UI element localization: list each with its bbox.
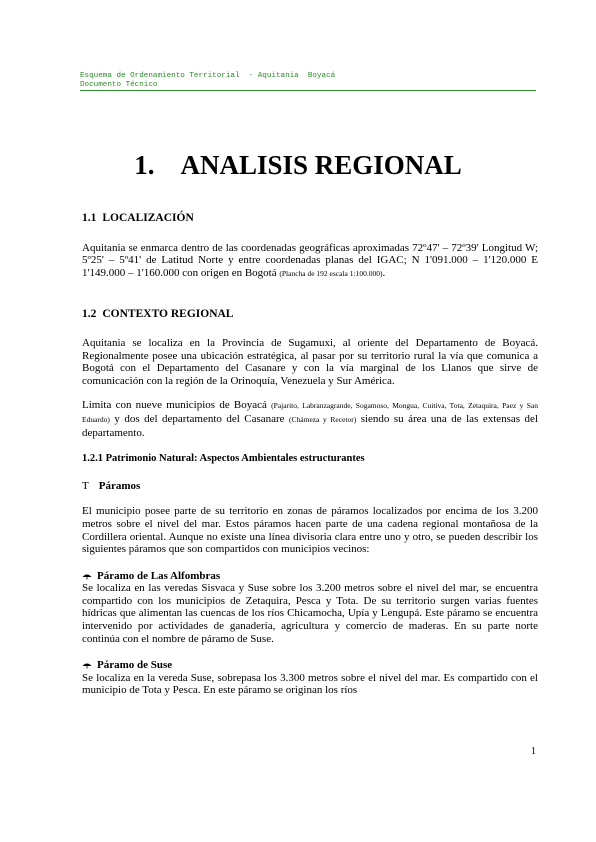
localizacion-paragraph: [82, 242, 538, 281]
paramo-description: Se localiza en la vereda Suse, sobrepasa los 3.300 metros sobre el nivel del mar. Es compartido con el municipio de Tota y Pesca. En este páramo se originan los ríos: [82, 671, 538, 697]
section-number: 1.2: [82, 308, 97, 321]
paramo-item-heading: [82, 659, 538, 672]
paramo-description: Se localiza en las veredas Sisvaca y Suse sobre los 3.200 metros sobre el nivel del mar, se encuentra compartido con los municipios de Zetaquira, Pesca y Tota. De su territorio surgen varias fuentes hídricas que alimentan las cuencas de los ríos Chicamocha, Upía y Lengupá. Este páramo se encuentra intervenido por actividades de ganadería, agricultura y comercio de maderas. En su parte norte continúa con el nombre de páramo de Suse.: [82, 582, 538, 645]
section-heading-localizacion: [82, 212, 538, 225]
header-subtitle: Documento Técnico: [80, 81, 158, 89]
header-title: Esquema de Ordenamiento Territorial - Aquitania Boyacá: [80, 72, 336, 80]
limits-text: Limita con nueve municipios de Boyacá: [82, 399, 272, 412]
paramo-title: Páramo de Suse: [97, 659, 173, 672]
chapter-heading: [0, 150, 596, 181]
umbrella-icon: [82, 573, 92, 580]
limits-text-3: siendo su área una de las extensas del departamento.: [82, 412, 538, 439]
paramos-intro: El municipio posee parte de su territorio en zonas de páramos localizados por encima de los 3.200 metros sobre el nivel del mar. Estos páramos hacen parte de una cadena regional montañosa de la Cordillera oriental. Aunque no existe una línea divisoria clara entre uno y otro, se pueden describir los siguientes páramos que son compartidos con municipios vecinos:: [82, 505, 538, 556]
localizacion-end: .: [382, 266, 386, 279]
section-number: 1.1: [82, 212, 97, 224]
bullet-marker: T: [82, 479, 89, 492]
chapter-title: ANALISIS REGIONAL: [180, 150, 462, 180]
paramo-item-heading: [82, 570, 538, 583]
section-heading-contexto: [82, 308, 538, 321]
casanare-municipalities: (Chámeza y Recetor): [289, 414, 357, 424]
section-title: LOCALIZACIÓN: [102, 212, 194, 224]
chapter-number: 1.: [134, 150, 155, 180]
umbrella-icon: [82, 662, 92, 669]
paramos-title: Páramos: [98, 479, 141, 492]
page-number: 1: [531, 746, 536, 757]
localizacion-note: (Plancha de 192 escala 1:100.000): [279, 268, 383, 278]
document-body: [82, 212, 538, 697]
localizacion-text: Aquitania se enmarca dentro de las coordenadas geográficas aproximadas 72º47' – 72º39' Longitud W; 5º25' – 5º41' de Latitud Norte y entre coordenadas planas del IGAC; N 1'091.000 – 1'120.000 E 1'149.000 – 1'160.000 con origen en Bogotá: [82, 241, 538, 279]
boyaca-municipalities: (Pajarito, Labranzagrande, Sogamoso, Mongua, Cuitiva, Tota, Zetaquira, Paez y San Eduardo): [82, 401, 539, 424]
running-header: [80, 72, 536, 91]
paramo-title: Páramo de Las Alfombras: [97, 569, 221, 582]
paramos-heading: [82, 480, 538, 493]
contexto-paragraph-1: Aquitania se localiza en la Provincia de Sugamuxi, al oriente del Departamento de Boyacá. Regionalmente posee una ubicación estratégica, al pasar por su territorio rural la vía que comunica a Bogotá con el Departamento del Casanare y con la vía marginal de los Llanos que sirve de comunicación con la región de la Orinoquía, Venezuela y Sur América.: [82, 336, 538, 387]
section-title: CONTEXTO REGIONAL: [102, 308, 234, 321]
subsection-heading: 1.2.1 Patrimonio Natural: Aspectos Ambientales estructurantes: [82, 453, 365, 465]
contexto-paragraph-2: [82, 399, 538, 439]
limits-text-2: y dos del departamento del Casanare: [109, 412, 290, 425]
